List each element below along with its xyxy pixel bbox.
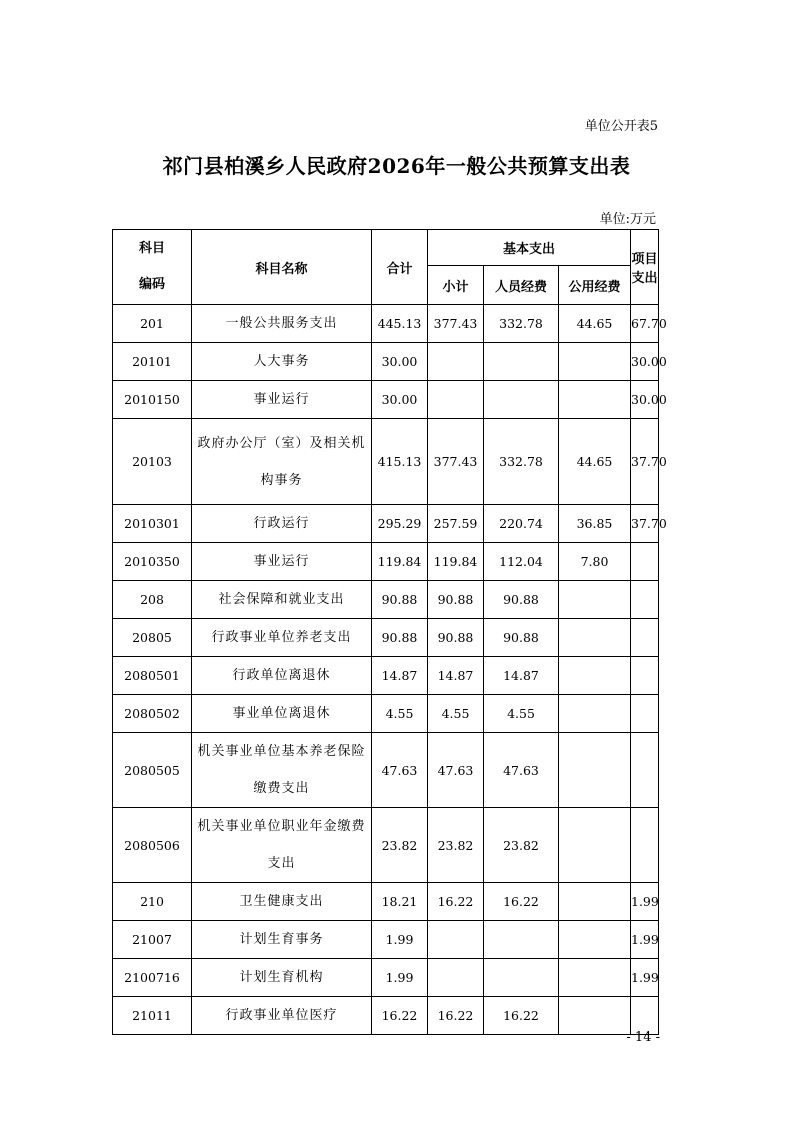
cell-project: 1.99 [631, 883, 659, 921]
cell-total: 30.00 [372, 343, 428, 381]
cell-project: 30.00 [631, 343, 659, 381]
page-title: 祁门县柏溪乡人民政府2026年一般公共预算支出表 [162, 154, 631, 178]
cell-name: 事业运行 [192, 381, 372, 419]
header-personnel: 人员经费 [484, 266, 559, 305]
cell-name: 机关事业单位基本养老保险缴费支出 [192, 733, 372, 808]
cell-public: 44.65 [559, 419, 631, 505]
cell-name: 行政事业单位医疗 [192, 997, 372, 1035]
cell-name: 一般公共服务支出 [192, 305, 372, 343]
cell-total: 30.00 [372, 381, 428, 419]
cell-code: 2080502 [113, 695, 192, 733]
cell-personnel: 23.82 [484, 808, 559, 883]
cell-public [559, 921, 631, 959]
cell-code: 21007 [113, 921, 192, 959]
cell-public: 44.65 [559, 305, 631, 343]
table-row [113, 343, 659, 381]
cell-subtotal: 90.88 [428, 619, 484, 657]
cell-code: 20805 [113, 619, 192, 657]
cell-name: 人大事务 [192, 343, 372, 381]
cell-project [631, 733, 659, 808]
cell-public [559, 657, 631, 695]
table-row [113, 581, 659, 619]
cell-name: 事业单位离退休 [192, 695, 372, 733]
cell-subtotal [428, 921, 484, 959]
cell-project: 37.70 [631, 419, 659, 505]
cell-name: 社会保障和就业支出 [192, 581, 372, 619]
cell-code: 2080506 [113, 808, 192, 883]
cell-personnel: 16.22 [484, 883, 559, 921]
table-row [113, 543, 659, 581]
cell-personnel: 47.63 [484, 733, 559, 808]
cell-project: 1.99 [631, 921, 659, 959]
cell-total: 445.13 [372, 305, 428, 343]
header-basic: 基本支出 [428, 230, 631, 266]
cell-total: 119.84 [372, 543, 428, 581]
cell-subtotal: 257.59 [428, 505, 484, 543]
cell-name: 卫生健康支出 [192, 883, 372, 921]
cell-personnel: 90.88 [484, 619, 559, 657]
cell-personnel: 16.22 [484, 997, 559, 1035]
table-body [113, 305, 667, 1035]
table-row [113, 808, 659, 883]
cell-total: 90.88 [372, 581, 428, 619]
cell-personnel: 332.78 [484, 305, 559, 343]
table-row [113, 419, 659, 505]
cell-total: 90.88 [372, 619, 428, 657]
cell-name: 行政单位离退休 [192, 657, 372, 695]
cell-subtotal: 47.63 [428, 733, 484, 808]
cell-name: 行政事业单位养老支出 [192, 619, 372, 657]
header-total: 合计 [372, 230, 428, 305]
cell-subtotal: 90.88 [428, 581, 484, 619]
cell-public [559, 695, 631, 733]
cell-code: 210 [113, 883, 192, 921]
cell-name: 政府办公厅（室）及相关机构事务 [192, 419, 372, 505]
cell-subtotal: 4.55 [428, 695, 484, 733]
table-row [113, 381, 659, 419]
cell-public [559, 581, 631, 619]
cell-project [631, 997, 659, 1035]
cell-personnel [484, 381, 559, 419]
cell-subtotal: 16.22 [428, 883, 484, 921]
header-code-line2: 编码 [138, 277, 165, 292]
cell-total: 14.87 [372, 657, 428, 695]
cell-public [559, 619, 631, 657]
cell-public [559, 808, 631, 883]
header-public: 公用经费 [559, 266, 631, 305]
cell-public: 7.80 [559, 543, 631, 581]
cell-project: 37.70 [631, 505, 659, 543]
header-code [113, 230, 192, 305]
cell-project: 1.99 [631, 959, 659, 997]
cell-name: 计划生育事务 [192, 921, 372, 959]
unit-label: 单位:万元 [599, 212, 656, 227]
cell-code: 21011 [113, 997, 192, 1035]
cell-total: 1.99 [372, 959, 428, 997]
cell-public [559, 997, 631, 1035]
cell-public [559, 733, 631, 808]
table-row [113, 883, 659, 921]
cell-name: 机关事业单位职业年金缴费支出 [192, 808, 372, 883]
cell-name: 行政运行 [192, 505, 372, 543]
cell-subtotal: 23.82 [428, 808, 484, 883]
cell-name: 事业运行 [192, 543, 372, 581]
cell-personnel: 4.55 [484, 695, 559, 733]
cell-code: 2080501 [113, 657, 192, 695]
cell-personnel [484, 921, 559, 959]
table-row [113, 997, 659, 1035]
cell-public [559, 381, 631, 419]
cell-code: 2010350 [113, 543, 192, 581]
header-code-line1: 科目 [138, 241, 165, 256]
cell-project: 30.00 [631, 381, 659, 419]
cell-personnel: 90.88 [484, 581, 559, 619]
cell-project [631, 657, 659, 695]
page-number: - 14 - [626, 1030, 660, 1045]
cell-total: 18.21 [372, 883, 428, 921]
cell-total: 415.13 [372, 419, 428, 505]
table-row [113, 657, 659, 695]
cell-total: 16.22 [372, 997, 428, 1035]
header-subtotal: 小计 [428, 266, 484, 305]
cell-code: 2100716 [113, 959, 192, 997]
cell-code: 2010150 [113, 381, 192, 419]
cell-project: 67.70 [631, 305, 659, 343]
cell-code: 2080505 [113, 733, 192, 808]
cell-public: 36.85 [559, 505, 631, 543]
cell-personnel: 332.78 [484, 419, 559, 505]
table-row [113, 305, 659, 343]
cell-project [631, 581, 659, 619]
table-row [113, 505, 659, 543]
table-row [113, 921, 659, 959]
table-row [113, 619, 659, 657]
table-row [113, 733, 659, 808]
table-row [113, 695, 659, 733]
cell-personnel: 112.04 [484, 543, 559, 581]
cell-total: 295.29 [372, 505, 428, 543]
cell-subtotal: 377.43 [428, 305, 484, 343]
cell-code: 208 [113, 581, 192, 619]
cell-total: 1.99 [372, 921, 428, 959]
cell-code: 2010301 [113, 505, 192, 543]
cell-personnel: 14.87 [484, 657, 559, 695]
cell-subtotal [428, 381, 484, 419]
cell-public [559, 343, 631, 381]
cell-project [631, 543, 659, 581]
cell-subtotal: 16.22 [428, 997, 484, 1035]
cell-public [559, 959, 631, 997]
cell-project [631, 695, 659, 733]
cell-personnel [484, 343, 559, 381]
cell-total: 47.63 [372, 733, 428, 808]
cell-code: 201 [113, 305, 192, 343]
cell-subtotal: 377.43 [428, 419, 484, 505]
cell-name: 计划生育机构 [192, 959, 372, 997]
cell-total: 4.55 [372, 695, 428, 733]
cell-code: 20101 [113, 343, 192, 381]
cell-personnel: 220.74 [484, 505, 559, 543]
cell-personnel [484, 959, 559, 997]
header-project: 项目支出 [631, 230, 659, 305]
cell-subtotal [428, 959, 484, 997]
cell-subtotal [428, 343, 484, 381]
cell-subtotal: 14.87 [428, 657, 484, 695]
form-label: 单位公开表5 [584, 119, 658, 134]
cell-public [559, 883, 631, 921]
cell-subtotal: 119.84 [428, 543, 484, 581]
table-row [113, 959, 659, 997]
cell-project [631, 808, 659, 883]
budget-table [112, 229, 667, 1035]
cell-total: 23.82 [372, 808, 428, 883]
header-name: 科目名称 [192, 230, 372, 305]
cell-code: 20103 [113, 419, 192, 505]
cell-project [631, 619, 659, 657]
